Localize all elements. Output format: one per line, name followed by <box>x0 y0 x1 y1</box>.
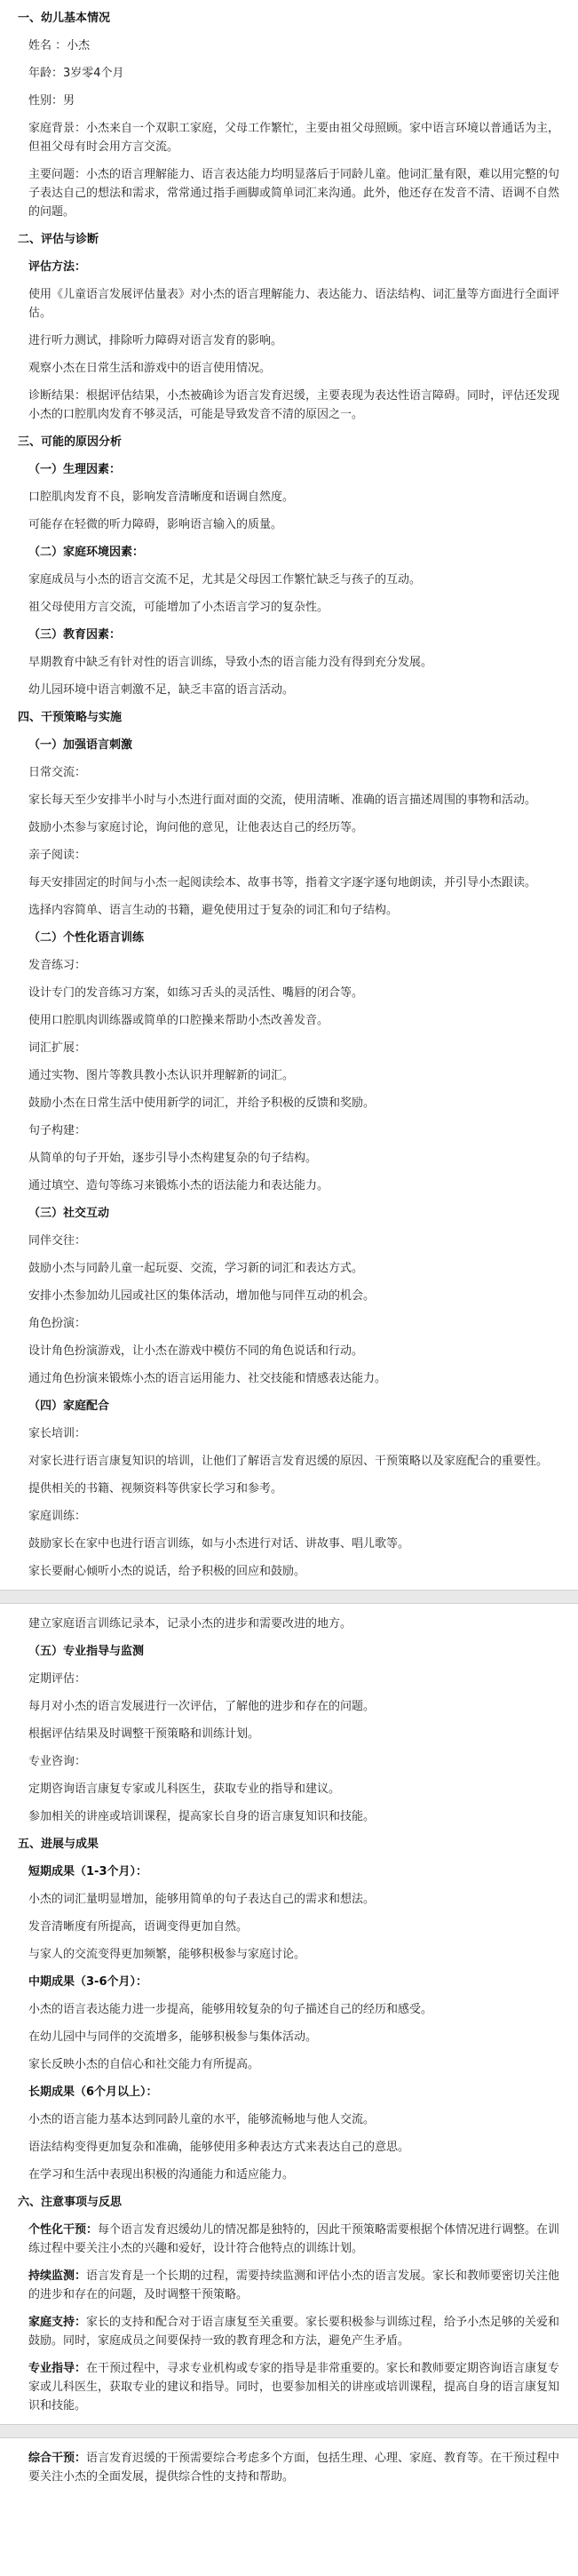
consult-2: 参加相关的讲座或培训课程，提高家长自身的语言康复知识和技能。 <box>28 1810 376 1823</box>
assessment-method: 使用《儿童语言发展评估量表》对小杰的语言理解能力、表达能力、语法结构、词汇量等方面进行全面评估。 <box>28 288 560 320</box>
eval-2: 根据评估结果及时调整干预策略和训练计划。 <box>28 1727 260 1741</box>
note-family-support-text: 家长的支持和配合对于语言康复至关重要。家长要积极参与训练过程，给予小杰足够的关爱和鼓励。同时，家庭成员之间要保持一致的教育理念和方法，避免产生矛盾。 <box>28 2316 560 2348</box>
main-problem: 主要问题：小杰的语言理解能力、语言表达能力均明显落后于同龄儿童。他词汇量有限，难以用完整的句子表达自己的想法和需求，常常通过指手画脚或简单词汇来沟通。此外，他还存在发音不清、语调不自然的问题。 <box>28 168 560 219</box>
role-label: 角色扮演： <box>28 1317 87 1330</box>
parent-training-label: 家长培训： <box>28 1427 87 1440</box>
family-factors-title: （二）家庭环境因素： <box>28 546 145 559</box>
sentence-1: 从简单的句子开始，逐步引导小杰构建复杂的句子结构。 <box>28 1152 318 1165</box>
consult-1: 定期咨询语言康复专家或儿科医生，获取专业的指导和建议。 <box>28 1782 341 1796</box>
eval-label: 定期评估： <box>28 1672 87 1686</box>
page-break <box>0 1590 578 1604</box>
peer-1: 鼓励小杰与同龄儿童一起玩耍、交流，学习新的词汇和表达方式。 <box>28 1262 364 1275</box>
child-name: 姓名 ：小杰 <box>28 39 91 52</box>
note-professional <box>18 2359 566 2415</box>
home-training-2: 家长要耐心倾听小杰的说话，给予积极的回应和鼓励。 <box>28 1565 306 1578</box>
long-term-3: 在学习和生活中表现出积极的沟通能力和适应能力。 <box>28 2168 295 2181</box>
home-training-1: 鼓励家长在家中也进行语言训练，如与小杰进行对话、讲故事、唱儿歌等。 <box>28 1537 410 1551</box>
mid-term-title: 中期成果（3-6个月）： <box>28 1975 147 1989</box>
short-term-2: 发音清晰度有所提高，语调变得更加自然。 <box>28 1920 249 1934</box>
daily-comm-1: 家长每天至少安排半小时与小杰进行面对面的交流，使用清晰、准确的语言描述周围的事物和活动。 <box>28 794 537 807</box>
eval-1: 每月对小杰的语言发展进行一次评估，了解他的进步和存在的问题。 <box>28 1700 376 1713</box>
vocab-label: 词汇扩展： <box>28 1041 87 1055</box>
family-background: 家庭背景：小杰来自一个双职工家庭，父母工作繁忙，主要由祖父母照顾。家中语言环境以普通话为主，但祖父母有时会用方言交流。 <box>28 122 560 154</box>
consult-label: 专业咨询： <box>28 1755 87 1768</box>
edu-factor-2: 幼儿园环境中语言刺激不足，缺乏丰富的语言活动。 <box>28 683 295 697</box>
sentence-label: 句子构建： <box>28 1124 87 1137</box>
mid-term-3: 家长反映小杰的自信心和社交能力有所提高。 <box>28 2058 260 2071</box>
mid-term-1: 小杰的语言表达能力进一步提高，能够用较复杂的句子描述自己的经历和感受。 <box>28 2003 433 2016</box>
part-1-title: （一）加强语言刺激 <box>28 738 133 752</box>
short-term-3: 与家人的交流变得更加频繁，能够积极参与家庭讨论。 <box>28 1948 306 1961</box>
child-age: 年龄：3岁零4个月 <box>28 67 124 80</box>
pronunciation-1: 设计专门的发音练习方案，如练习舌头的灵活性、嘴唇的闭合等。 <box>28 986 364 1000</box>
pronunciation-2: 使用口腔肌肉训练器或简单的口腔操来帮助小杰改善发音。 <box>28 1014 329 1027</box>
physio-factors-title: （一）生理因素： <box>28 463 122 476</box>
part-2-title: （二）个性化语言训练 <box>28 931 145 945</box>
role-2: 通过角色扮演来锻炼小杰的语言运用能力、社交技能和情感表达能力。 <box>28 1372 387 1385</box>
parent-training-2: 提供相关的书籍、视频资料等供家长学习和参考。 <box>28 1482 283 1495</box>
parent-training-1: 对家长进行语言康复知识的培训，让他们了解语言发育迟缓的原因、干预策略以及家庭配合的重要性。 <box>28 1455 549 1468</box>
edu-factor-1: 早期教育中缺乏有针对性的语言训练，导致小杰的语言能力没有得到充分发展。 <box>28 656 433 669</box>
mid-term-2: 在幼儿园中与同伴的交流增多，能够积极参与集体活动。 <box>28 2030 318 2044</box>
daily-comm-label: 日常交流： <box>28 766 87 779</box>
section-title-notes: 六、注意事项与反思 <box>18 2196 123 2209</box>
family-factor-2: 祖父母使用方言交流，可能增加了小杰语言学习的复杂性。 <box>28 601 329 614</box>
note-individualized-text: 每个语言发育迟缓幼儿的情况都是独特的，因此干预策略需要根据个体情况进行调整。在训练过程中要关注小杰的兴趣和爱好，设计符合他特点的训练计划。 <box>28 2223 560 2255</box>
long-term-title: 长期成果（6个月以上）： <box>28 2086 158 2099</box>
note-individualized-label: 个性化干预： <box>28 2223 99 2237</box>
physio-factor-1: 口腔肌肉发育不良，影响发音清晰度和语调自然度。 <box>28 490 295 504</box>
summary-text: 语言发育迟缓的干预需要综合考虑多个方面，包括生理、心理、家庭、教育等。在干预过程中要关注小杰的全面发展，提供综合性的支持和帮助。 <box>28 2452 560 2484</box>
note-family-support <box>18 2313 566 2350</box>
section-title-causes: 三、可能的原因分析 <box>18 435 123 449</box>
summary-label: 综合干预： <box>28 2452 87 2465</box>
edu-factors-title: （三）教育因素： <box>28 628 122 642</box>
vocab-2: 鼓励小杰在日常生活中使用新学的词汇，并给予积极的反馈和奖励。 <box>28 1097 376 1110</box>
document-body <box>18 9 566 2486</box>
assessment-method-label: 评估方法： <box>28 260 87 274</box>
note-individualized <box>18 2221 566 2258</box>
section-title-intervention: 四、干预策略与实施 <box>18 711 123 724</box>
long-term-1: 小杰的语言能力基本达到同龄儿童的水平，能够流畅地与他人交流。 <box>28 2113 376 2126</box>
child-gender: 性别：男 <box>28 94 75 108</box>
part-3-title: （三）社交互动 <box>28 1207 110 1220</box>
short-term-1: 小杰的词汇量明显增加，能够用简单的句子表达自己的需求和想法。 <box>28 1893 376 1906</box>
peer-label: 同伴交往： <box>28 1234 87 1248</box>
diagnosis-result: 诊断结果：根据评估结果，小杰被确诊为语言发育迟缓，主要表现为表达性语言障碍。同时，评估还发现小杰的口腔肌肉发育不够灵活，可能是导致发音不清的原因之一。 <box>28 389 560 421</box>
reading-1: 每天安排固定的时间与小杰一起阅读绘本、故事书等，指着文字逐字逐句地朗读，并引导小杰跟读。 <box>28 876 537 889</box>
sentence-2: 通过填空、造句等练习来锻炼小杰的语法能力和表达能力。 <box>28 1179 329 1192</box>
note-monitoring-label: 持续监测： <box>28 2269 87 2283</box>
section-title-assessment: 二、评估与诊断 <box>18 233 99 246</box>
part-4-title: （四）家庭配合 <box>28 1400 110 1413</box>
note-family-support-label: 家庭支持： <box>28 2316 87 2329</box>
short-term-title: 短期成果（1-3个月）： <box>28 1865 147 1878</box>
hearing-test: 进行听力测试，排除听力障碍对语言发育的影响。 <box>28 334 283 347</box>
peer-2: 安排小杰参加幼儿园或社区的集体活动，增加他与同伴互动的机会。 <box>28 1289 376 1303</box>
page-break-2 <box>0 2424 578 2438</box>
reading-2: 选择内容简单、语言生动的书籍，避免使用过于复杂的词汇和句子结构。 <box>28 904 399 917</box>
family-factor-1: 家庭成员与小杰的语言交流不足，尤其是父母因工作繁忙缺乏与孩子的互动。 <box>28 573 422 586</box>
summary <box>18 2449 566 2486</box>
note-professional-text: 在干预过程中，寻求专业机构或专家的指导是非常重要的。家长和教师要定期咨询语言康复专家或儿科医生，获取专业的建议和指导。同时，也要参加相关的讲座或培训课程，提高自身的语言康复知识和技能。 <box>28 2362 560 2413</box>
home-training-3: 建立家庭语言训练记录本，记录小杰的进步和需要改进的地方。 <box>28 1617 352 1631</box>
observation: 观察小杰在日常生活和游戏中的语言使用情况。 <box>28 362 272 375</box>
part-5-title: （五）专业指导与监测 <box>28 1645 145 1658</box>
long-term-2: 语法结构变得更加复杂和准确，能够使用多种表达方式来表达自己的意思。 <box>28 2141 410 2154</box>
vocab-1: 通过实物、图片等教具教小杰认识并理解新的词汇。 <box>28 1069 295 1082</box>
note-monitoring <box>18 2267 566 2304</box>
note-monitoring-text: 语言发育是一个长期的过程，需要持续监测和评估小杰的语言发展。家长和教师要密切关注他的进步和存在的问题，及时调整干预策略。 <box>28 2269 560 2301</box>
section-title-progress: 五、进展与成果 <box>18 1838 99 1851</box>
reading-label: 亲子阅读： <box>28 849 87 862</box>
section-title-basic-info: 一、幼儿基本情况 <box>18 12 111 25</box>
daily-comm-2: 鼓励小杰参与家庭讨论，询问他的意见，让他表达自己的经历等。 <box>28 821 364 834</box>
role-1: 设计角色扮演游戏，让小杰在游戏中模仿不同的角色说话和行动。 <box>28 1344 364 1358</box>
pronunciation-label: 发音练习： <box>28 959 87 972</box>
home-training-label: 家庭训练： <box>28 1510 87 1523</box>
physio-factor-2: 可能存在轻微的听力障碍，影响语言输入的质量。 <box>28 518 283 531</box>
note-professional-label: 专业指导： <box>28 2362 87 2375</box>
